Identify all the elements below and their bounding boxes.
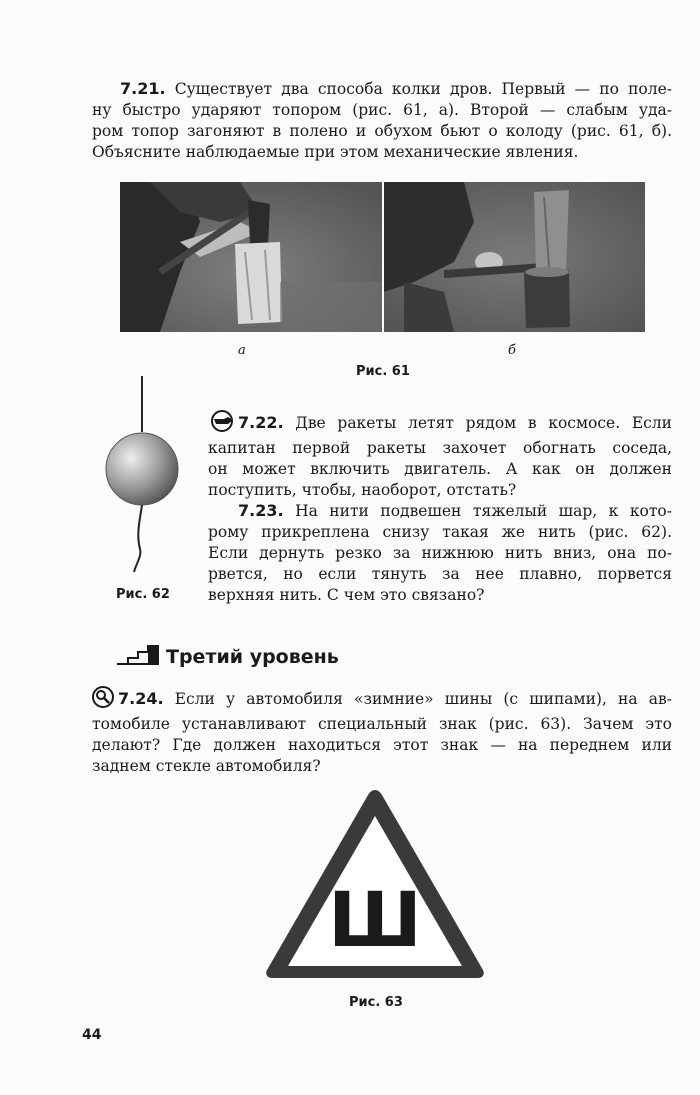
fig-62-ball-on-thread [100, 374, 190, 574]
section-title: Третий уровень [166, 646, 339, 668]
problem-7-23-line-5: верхняя нить. С чем это связано? [208, 586, 485, 604]
magnifier-wrench-icon [92, 686, 114, 714]
fig-61-label-a: а [238, 343, 246, 358]
problem-number: 7.24. [118, 689, 164, 708]
problem-7-24-line-4: заднем стекле автомобиля? [92, 757, 321, 775]
problem-7-21-line-2: ну быстро ударяют топором (рис. 61, а). Второй — слабым уда- [92, 101, 672, 119]
photo-61b-hammering-axe [384, 182, 645, 332]
fig-62-caption: Рис. 62 [116, 587, 170, 602]
problem-7-22-line-2: капитан первой ракеты захочет обогнать соседа, [208, 439, 672, 457]
sign-letter: Ш [328, 875, 422, 964]
problem-7-24 [92, 686, 672, 777]
problem-number: 7.23. [238, 501, 284, 520]
problem-7-21-line-4: Объясните наблюдаемые при этом механические явления. [92, 143, 579, 161]
problem-7-22-line-3: он может включить двигатель. А как он должен [208, 460, 672, 478]
fig-63-spikes-sign [262, 786, 488, 982]
problem-7-23 [208, 500, 672, 606]
problem-7-23-line-1: 7.23. На нити подвешен тяжелый шар, к кото- [238, 501, 672, 520]
problem-7-24-line-2: томобиле устанавливают специальный знак (рис. 63). Зачем это [92, 715, 672, 733]
problem-7-22-line-1: 7.22. Две ракеты летят рядом в космосе. Если [208, 410, 672, 438]
problem-7-21-line-1: 7.21. Существует два способа колки дров. Первый — по поле- [120, 79, 672, 98]
problem-7-21 [92, 78, 672, 163]
problem-7-24-line-1: 7.24. Если у автомобиля «зимние» шины (с шипами), на ав- [92, 686, 672, 714]
problem-7-22 [208, 410, 672, 501]
problem-7-24-line-3: делают? Где должен находиться этот знак — на переднем или [92, 736, 672, 754]
fig-61-label-b: б [508, 343, 516, 358]
problem-number: 7.21. [120, 79, 166, 98]
page-number: 44 [82, 1027, 102, 1043]
pointing-hand-icon [208, 410, 238, 438]
problem-7-23-line-3: Если дернуть резко за нижнюю нить вниз, она по- [208, 544, 672, 562]
fig-63-caption: Рис. 63 [349, 995, 403, 1010]
problem-7-23-line-4: рвется, но если тянуть за нее плавно, порвется [208, 565, 672, 583]
problem-7-23-line-2: рому прикреплена снизу такая же нить (рис. 62). [208, 523, 672, 541]
problem-number: 7.22. [238, 413, 284, 432]
problem-7-22-line-4: поступить, чтобы, наоборот, отстать? [208, 481, 517, 499]
section-heading [116, 644, 339, 671]
problem-7-21-line-3: ром топор загоняют в полено и обухом бьют о колоду (рис. 61, б). [92, 122, 672, 140]
level-steps-icon [116, 644, 160, 671]
fig-61-caption: Рис. 61 [356, 364, 410, 379]
photo-61a-splitting-log [120, 182, 382, 332]
